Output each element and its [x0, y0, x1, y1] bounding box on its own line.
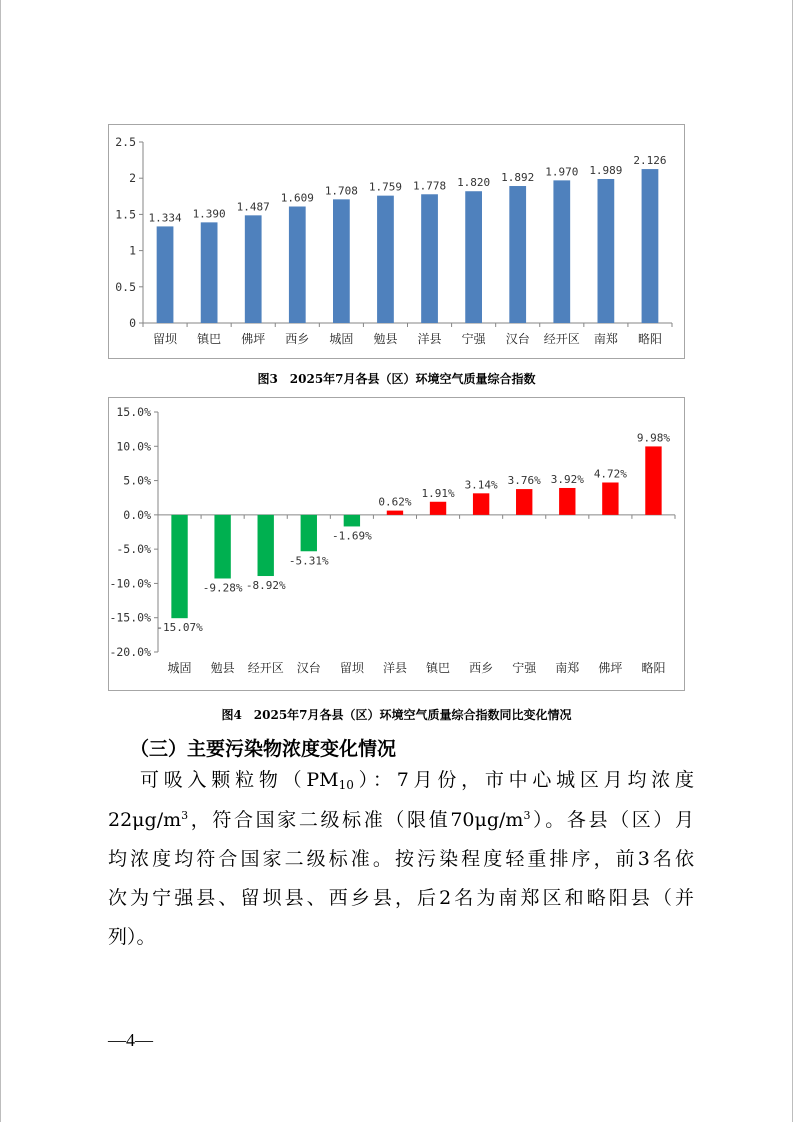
bar [430, 502, 446, 515]
bar [421, 194, 438, 323]
bar [509, 186, 526, 323]
bar [201, 222, 218, 323]
data-label: 9.98% [636, 431, 671, 445]
category-label: 略阳 [637, 332, 662, 346]
y-tick-label: 1 [129, 243, 136, 258]
y-tick-label: -10.0% [109, 576, 151, 591]
bar [642, 169, 659, 323]
category-label: 汉台 [505, 332, 530, 346]
category-label: 佛坪 [598, 661, 623, 675]
data-label: 1.778 [412, 179, 447, 193]
paragraph-text: 22μg/m [108, 809, 182, 831]
data-label: 1.609 [280, 191, 314, 205]
bar [171, 515, 187, 618]
bar [157, 226, 174, 323]
page-edge-left [0, 0, 1, 1122]
y-tick-label: -20.0% [109, 645, 151, 659]
data-label: 2.126 [633, 154, 667, 168]
category-label: 勉县 [210, 661, 235, 675]
data-label: 1.892 [501, 171, 535, 185]
data-label: 4.72% [593, 467, 627, 481]
bar [344, 515, 360, 527]
category-label: 经开区 [247, 661, 284, 675]
bar [559, 488, 575, 515]
composite-index-chart-svg [109, 125, 684, 358]
paragraph-line-5: 列）。 [108, 926, 156, 948]
paragraph-line-1 [140, 768, 694, 792]
category-label: 洋县 [382, 661, 407, 675]
bar [289, 207, 306, 323]
section-heading: （三）主要污染物浓度变化情况 [130, 738, 397, 760]
page-number: —4— [108, 1030, 153, 1050]
category-label: 留坝 [153, 332, 178, 346]
paragraph-text: ）。各县（区）月 [530, 809, 694, 831]
category-label: 南郑 [593, 332, 618, 346]
y-tick-label: -5.0% [116, 542, 151, 557]
superscript: 3 [523, 809, 531, 822]
yoy-change-chart-svg [109, 398, 684, 690]
y-tick-label: 1.5 [115, 207, 136, 222]
bar [645, 446, 661, 514]
y-tick-label: 2 [129, 171, 136, 186]
bar [301, 515, 317, 551]
paragraph-text: 可吸入颗粒物（PM [140, 769, 339, 791]
category-label: 镇巴 [426, 661, 451, 675]
bar [214, 515, 230, 579]
figure-3-caption: 图3 2025年7月各县（区）环境空气质量综合指数 [257, 372, 536, 386]
data-label: 1.708 [324, 184, 358, 198]
data-label: -15.07% [156, 621, 203, 635]
data-label: 1.487 [236, 200, 270, 214]
data-label: 0.62% [378, 495, 412, 509]
paragraph-line-4: 次为宁强县、留坝县、西乡县，后2名为南郑区和略阳县（并 [108, 887, 694, 909]
data-label: 3.76% [507, 474, 541, 488]
bar [245, 215, 262, 323]
data-label: -8.92% [245, 579, 286, 593]
paragraph-line-2 [108, 808, 694, 832]
category-label: 镇巴 [197, 332, 222, 346]
data-label: -5.31% [288, 554, 329, 568]
data-label: 1.390 [192, 207, 226, 221]
category-label: 南郑 [555, 661, 580, 675]
category-label: 宁强 [512, 661, 537, 675]
data-label: 1.989 [589, 163, 623, 177]
bar [473, 493, 489, 515]
data-label: 1.334 [148, 211, 182, 225]
category-label: 佛坪 [241, 332, 266, 346]
figure-4-caption: 图4 2025年7月各县（区）环境空气质量综合指数同比变化情况 [221, 708, 572, 722]
data-label: 3.14% [464, 478, 498, 492]
y-tick-label: 0 [129, 316, 136, 330]
composite-index-chart [108, 124, 685, 359]
category-label: 勉县 [373, 332, 398, 346]
data-label: -9.28% [202, 581, 243, 595]
category-label: 洋县 [417, 332, 442, 346]
category-label: 经开区 [543, 332, 580, 346]
data-label: 1.91% [421, 486, 455, 500]
bar [333, 199, 350, 323]
yoy-change-chart [108, 397, 685, 691]
category-label: 城固 [329, 332, 354, 346]
bar [377, 196, 394, 323]
bar [602, 482, 618, 514]
bar [465, 191, 482, 323]
y-tick-label: 0.5 [115, 279, 136, 294]
category-label: 西乡 [469, 661, 494, 675]
y-tick-label: 15.0% [116, 405, 151, 419]
y-tick-label: 0.0% [123, 507, 151, 522]
bar [553, 180, 570, 323]
data-label: 3.92% [550, 472, 584, 486]
paragraph-text: ，符合国家二级标准（限值70μg/m [188, 809, 524, 831]
data-label: 1.759 [368, 180, 403, 194]
bar [258, 515, 274, 576]
bar [516, 489, 532, 515]
y-tick-label: -15.0% [109, 610, 151, 625]
paragraph-text: ）：7月份，市中心城区月均浓度 [353, 769, 694, 791]
y-tick-label: 5.0% [123, 473, 151, 488]
y-tick-label: 10.0% [116, 439, 151, 454]
data-label: -1.69% [332, 529, 372, 543]
category-label: 留坝 [339, 661, 364, 675]
y-tick-label: 2.5 [115, 135, 136, 149]
bar [387, 511, 403, 515]
category-label: 略阳 [641, 661, 666, 675]
category-label: 汉台 [296, 661, 321, 675]
superscript: 3 [181, 809, 189, 822]
category-label: 西乡 [285, 332, 310, 346]
paragraph-line-3: 均浓度均符合国家二级标准。按污染程度轻重排序，前3名依 [108, 848, 694, 870]
data-label: 1.970 [545, 165, 579, 179]
category-label: 城固 [167, 661, 192, 675]
subscript: 10 [338, 778, 354, 792]
category-label: 宁强 [461, 332, 486, 346]
data-label: 1.820 [457, 176, 491, 190]
bar [597, 179, 614, 323]
